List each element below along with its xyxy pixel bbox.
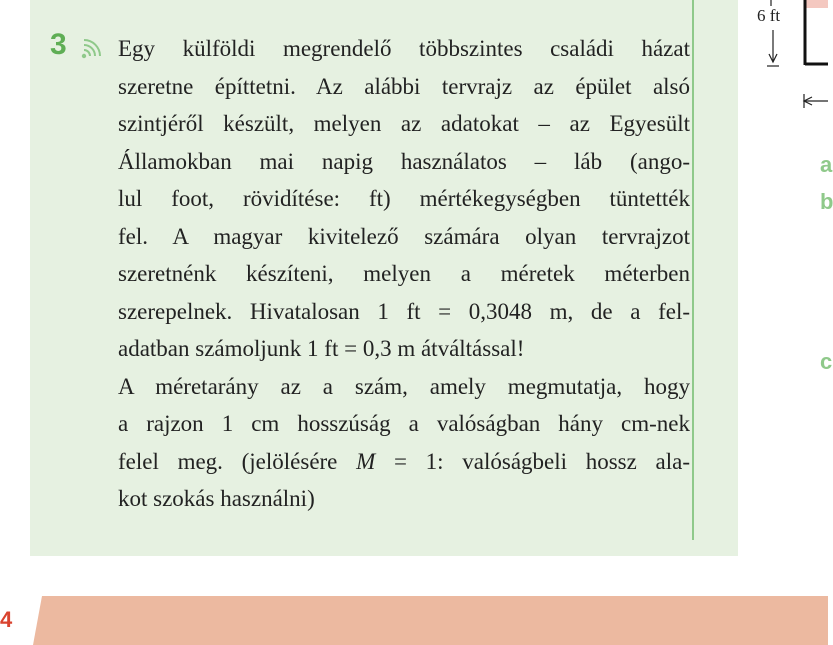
task-line: Egy külföldi megrendelő többszintes családi házat [118, 36, 690, 61]
task-number: 3 [50, 28, 67, 61]
audio-icon[interactable] [80, 38, 102, 60]
subtask-letter-c: c [820, 349, 833, 374]
task-line: kot szokás használni) [118, 486, 315, 511]
task-line: szerepelnek. Hivatalosan 1 ft = 0,3048 m, de a fel- [118, 298, 690, 324]
column-divider [692, 0, 694, 540]
task-line-suffix: = 1: valóságbeli hossz ala- [375, 448, 691, 474]
dimension-label: 6 ft [757, 6, 781, 25]
task-line: lul foot, rövidítése: ft) mértékegységben tüntették [118, 186, 690, 211]
floor-plan-fragment [738, 0, 828, 120]
subtask-letter-b: b [820, 189, 833, 214]
task-text [118, 30, 690, 518]
task-line: szeretne építtetni. Az alábbi tervrajz az épület alsó [118, 73, 690, 99]
footer-bar [0, 596, 828, 645]
task-line: szeretnénk készíteni, melyen a méretek méterben [118, 261, 690, 286]
task-line: a rajzon 1 cm hosszúság a valóságban hány cm-nek [118, 411, 690, 436]
task-line: adatban számoljunk 1 ft = 0,3 m átváltással! [118, 336, 525, 361]
task-line: A méretarány az a szám, amely megmutatja, hogy [118, 373, 690, 399]
page-number: 4 [0, 607, 13, 632]
scale-variable: M [356, 448, 376, 474]
task-line-with-variable [118, 443, 690, 481]
subtask-letter-a: a [820, 152, 833, 177]
task-line: Államokban mai napig használatos – láb (ango- [118, 148, 690, 174]
task-line: fel. A magyar kivitelező számára olyan tervrajzot [118, 223, 690, 249]
task-line-prefix: felel meg. (jelölésére [118, 448, 357, 474]
task-line: szintjéről készült, melyen az adatokat – az Egyesült [118, 111, 690, 136]
